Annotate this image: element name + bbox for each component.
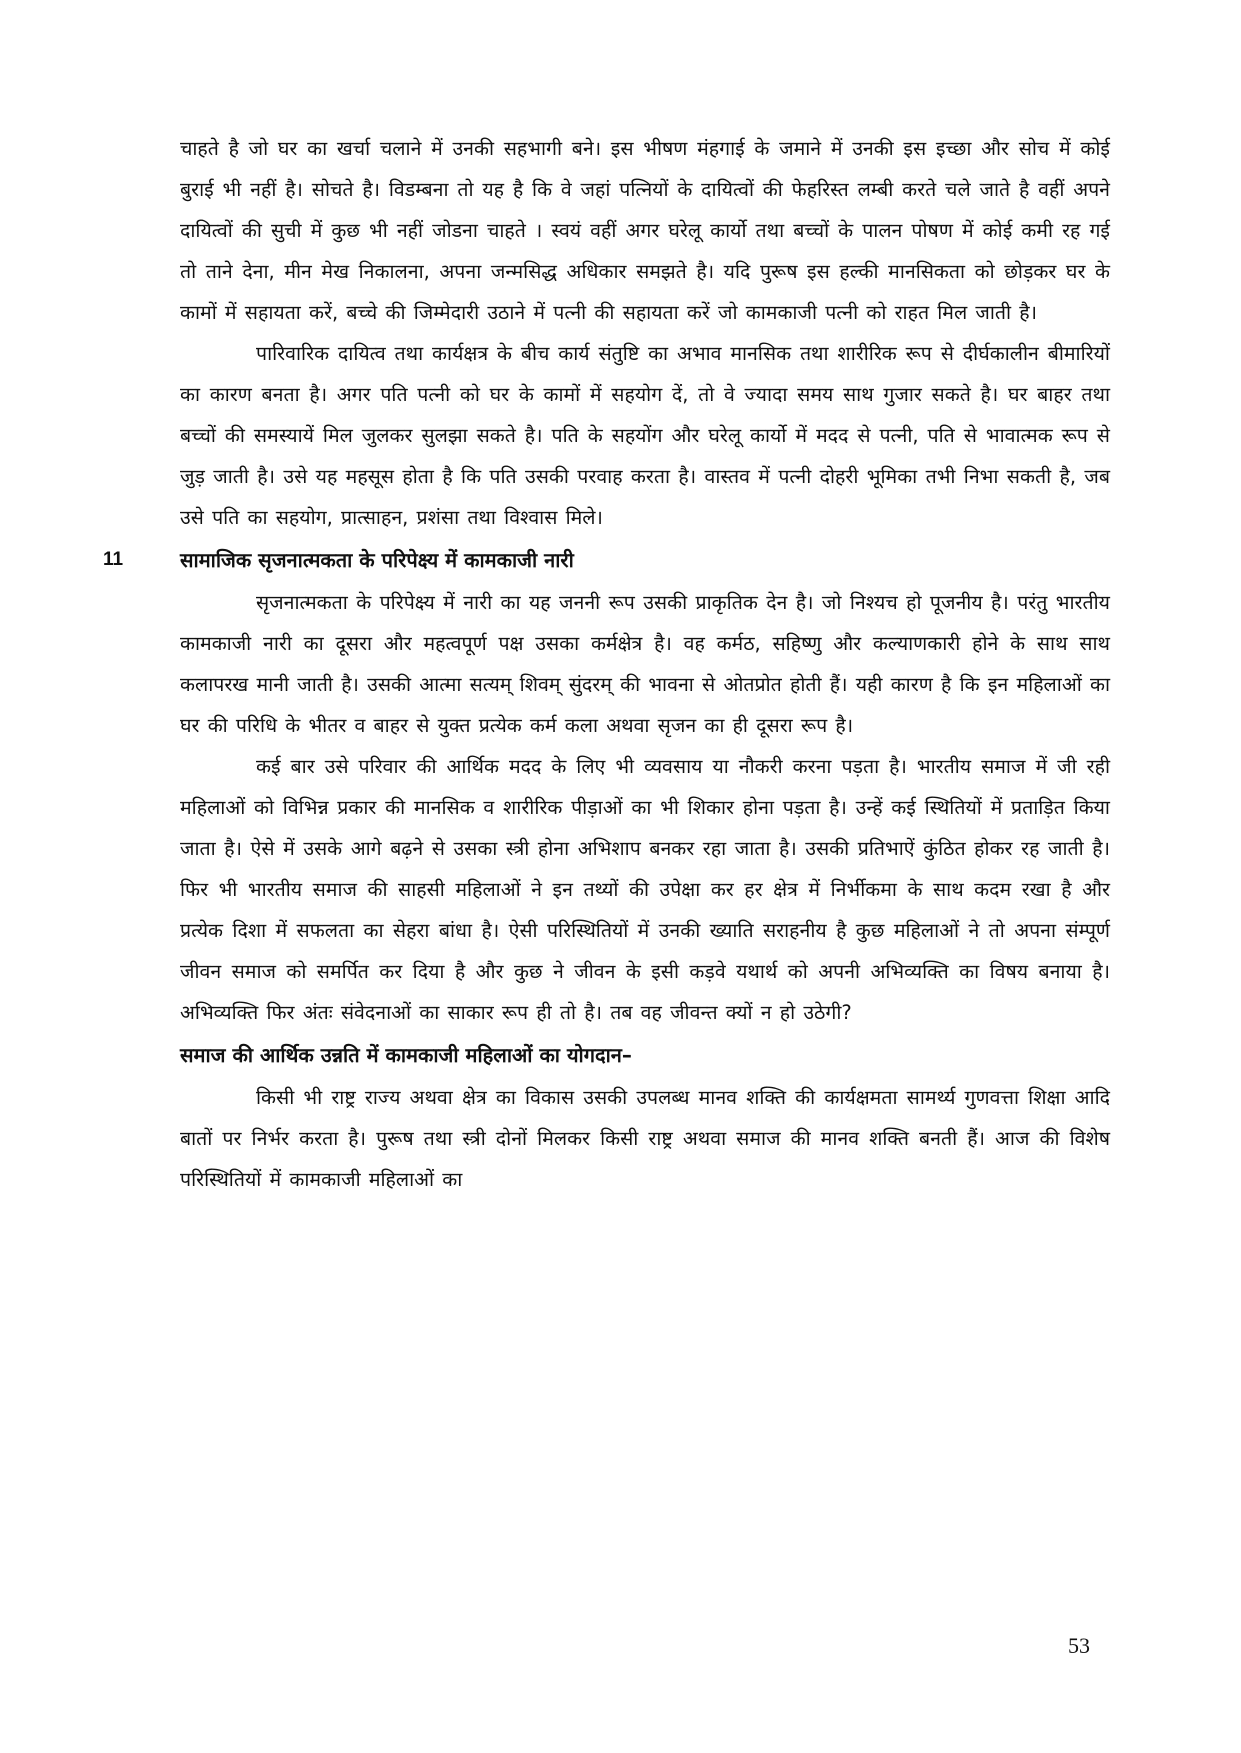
page-content — [103, 128, 1110, 1200]
section-heading — [103, 538, 1110, 582]
paragraph-3: सृजनात्मकता के परिपेक्ष्य में नारी का यह जननी रूप उसकी प्राकृतिक देन है। जो निश्यच हो पूजनीय है। परंतु भारतीय कामकाजी नारी का दूसरा और महत्वपूर्ण पक्ष उसका कर्मक्षेत्र है। वह कर्मठ, सहिष्णु और कल्याणकारी होने के साथ साथ कलापरख मानी जाती है। उसकी आत्मा सत्यम् शिवम् सुंदरम् की भावना से ओतप्रोत होती हैं। यही कारण है कि इन महिलाओं का घर की परिधि के भीतर व बाहर से युक्त प्रत्येक कर्म कला अथवा सृजन का ही दूसरा रूप है। — [180, 591, 1110, 737]
paragraph-4: कई बार उसे परिवार की आर्थिक मदद के लिए भी व्यवसाय या नौकरी करना पड़ता है। भारतीय समाज में जी रही महिलाओं को विभिन्न प्रकार की मानसिक व शारीरिक पीड़ाओं का भी शिकार होना पड़ता है। उन्हें कई स्थितियों में प्रताड़ित किया जाता है। ऐसे में उसके आगे बढ़ने से उसका स्त्री होना अभिशाप बनकर रहा जाता है। उसकी प्रतिभाऐं कुंठित होकर रह जाती है। फिर भी भारतीय समाज की साहसी महिलाओं ने इन तथ्यों की उपेक्षा कर हर क्षेत्र में निर्भीकमा के साथ कदम रखा है और प्रत्येक दिशा में सफलता का सेहरा बांधा है। ऐसी परिस्थितियों में उनकी ख्याति सराहनीय है कुछ महिलाओं ने तो अपना संम्पूर्ण जीवन समाज को समर्पित कर दिया है और कुछ ने जीवन के इसी कड़वे यथार्थ को अपनी अभिव्यक्ति का विषय बनाया है। अभिव्यक्ति फिर अंतः संवेदनाओं का साकार रूप ही तो है। तब वह जीवन्त क्यों न हो उठेगी? — [180, 755, 1110, 1024]
section-title: सामाजिक सृजनात्मकता के परिपेक्ष्य में कामकाजी नारी — [180, 548, 574, 572]
section-number: 11 — [103, 549, 124, 570]
paragraph-1: चाहते है जो घर का खर्चा चलाने में उनकी सहभागी बने। इस भीषण मंहगाई के जमाने में उनकी इस इच्छा और सोच में कोई बुराई भी नहीं है। सोचते है। विडम्बना तो यह है कि वे जहां पत्नियों के दायित्वों की फेहरिस्त लम्बी करते चले जाते है वहीं अपने दायित्वों की सुची में कुछ भी नहीं जोडना चाहते । स्वयं वहीं अगर घरेलू कार्यो तथा बच्चों के पालन पोषण में कोई कमी रह गई तो ताने देना, मीन मेख निकालना, अपना जन्मसिद्ध अधिकार समझते है। यदि पुरूष इस हल्की मानसिकता को छोड़कर घर के कामों में सहायता करें, बच्चे की जिम्मेदारी उठाने में पत्नी की सहायता करें जो कामकाजी पत्नी को राहत मिल जाती है। — [180, 137, 1110, 324]
paragraph-2: पारिवारिक दायित्व तथा कार्यक्षत्र के बीच कार्य संतुष्टि का अभाव मानसिक तथा शारीरिक रूप से दीर्घकालीन बीमारियों का कारण बनता है। अगर पति पत्नी को घर के कामों में सहयोग दें, तो वे ज्यादा समय साथ गुजार सकते है। घर बाहर तथा बच्चों की समस्यायें मिल जुलकर सुलझा सकते है। पति के सहयोंग और घरेलू कार्यो में मदद से पत्नी, पति से भावात्मक रूप से जुड़ जाती है। उसे यह महसूस होता है कि पति उसकी परवाह करता है। वास्तव में पत्नी दोहरी भूमिका तभी निभा सकती है, जब उसे पति का सहयोग, प्रात्साहन, प्रशंसा तथा विश्वास मिले। — [180, 342, 1110, 529]
paragraph-5: किसी भी राष्ट्र राज्य अथवा क्षेत्र का विकास उसकी उपलब्ध मानव शक्ति की कार्यक्षमता सामर्थ्य गुणवत्ता शिक्षा आदि बातों पर निर्भर करता है। पुरूष तथा स्त्री दोनों मिलकर किसी राष्ट्र अथवा समाज की मानव शक्ति बनती हैं। आज की विशेष परिस्थितियों में कामकाजी महिलाओं का — [180, 1086, 1110, 1191]
subheading: समाज की आर्थिक उन्नति में कामकाजी महिलाओं का योगदान– — [180, 1043, 632, 1067]
page-number: 53 — [1068, 1633, 1090, 1658]
